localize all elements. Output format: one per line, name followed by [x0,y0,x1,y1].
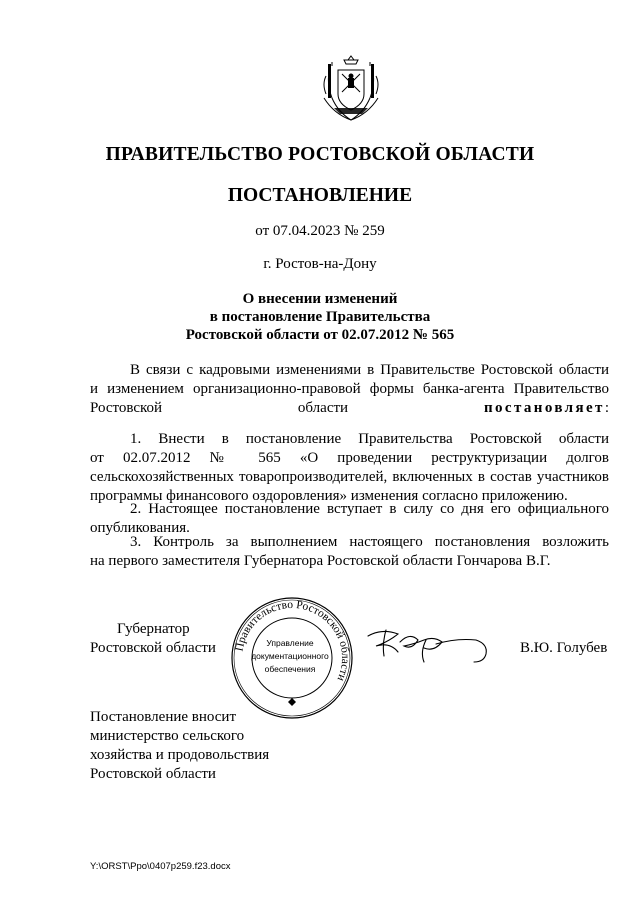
item-line: программы финансового оздоровления» изменения согласно приложению. [90,488,568,504]
preamble-paragraph [90,361,609,418]
subject-line: Ростовской области от 02.07.2012 № 565 [185,327,455,343]
stamp-ring-text: Правительство Ростовской области [233,598,352,683]
city: г. Ростов-на-Дону [263,256,377,272]
stamp-inner-line: Управление [266,638,314,648]
submitted-by-line: Ростовской области [90,766,216,782]
item-line: на первого заместителя Губернатора Ростовской области Гончарова В.Г. [90,553,551,569]
document-type: ПОСТАНОВЛЕНИЕ [227,185,413,206]
subject-line: О внесении изменений [242,291,398,307]
item-line: от 02.07.2012 № 565 «О проведении реструктуризации долгов [90,450,609,466]
signatory-title-line: Губернатор [117,621,190,637]
date-and-number: от 07.04.2023 № 259 [255,223,385,239]
signatory-name: В.Ю. Голубев [520,640,608,656]
subject-heading [0,290,640,344]
item-line: 2. Настоящее постановление вступает в силу со дня его официального [130,501,609,517]
file-path: Y:\ORST\Ppo\0407p259.f23.docx [90,861,231,872]
item-3 [90,533,609,571]
coat-of-arms-emblem [318,54,384,124]
item-line: сельскохозяйственных товаропроизводителей, включенных в состав участников [90,469,609,485]
submitted-by [90,708,269,784]
preamble-line: и изменением организационно-правовой формы банка-агента Правительство [90,381,609,397]
preamble-text: Ростовской области [90,400,349,416]
submitted-by-line: хозяйства и продовольствия [90,747,270,763]
item-line: 3. Контроль за выполнением настоящего постановления возложить [130,534,609,550]
preamble-colon: : [604,400,609,416]
item-1 [90,430,609,506]
official-stamp [230,596,354,720]
preamble-line [90,399,609,418]
handwritten-signature [364,624,496,664]
submitted-by-line: Постановление вносит [90,709,237,725]
government-title: ПРАВИТЕЛЬСТВО РОСТОВСКОЙ ОБЛАСТИ [105,144,535,165]
submitted-by-line: министерство сельского [90,728,245,744]
item-line: 1. Внести в постановление Правительства Ростовской области [130,431,609,447]
subject-line: в постановление Правительства [209,309,431,325]
stamp-inner-line: обеспечения [264,664,316,674]
resolution-verb: постановляет [483,400,605,416]
signatory-title-line: Ростовской области [90,640,216,656]
signatory-title [90,620,216,658]
preamble-line: В связи с кадровыми изменениями в Правительстве Ростовской области [130,362,609,378]
item-line: опубликования. [90,520,190,536]
stamp-inner-line: документационного [251,651,329,661]
